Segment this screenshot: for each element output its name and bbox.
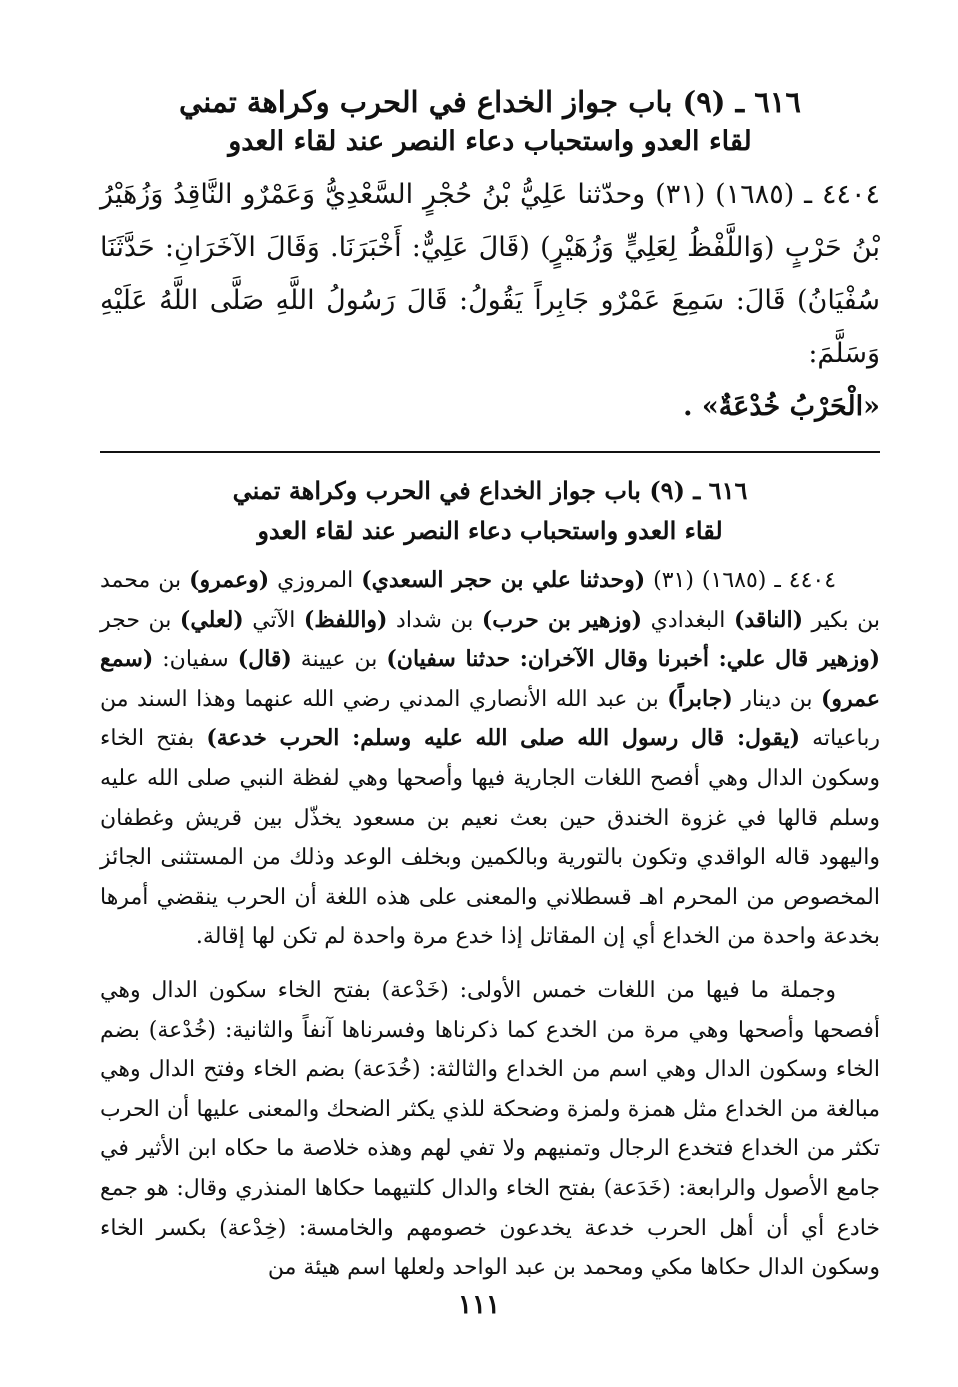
bold-matn: (وعمرو) bbox=[189, 567, 270, 593]
comment-text: بن محمد بن بكير bbox=[100, 568, 881, 633]
page-body bbox=[100, 82, 880, 1288]
bold-matn: (الناقد) bbox=[733, 606, 803, 633]
comment-text: سفيان: bbox=[153, 647, 238, 673]
comment-text: البغدادي bbox=[642, 607, 734, 633]
bold-matn: (قال) bbox=[237, 646, 292, 673]
bold-matn: (جابراً) bbox=[667, 685, 733, 712]
chapter-heading-line1: ٦١٦ ـ (٩) باب جواز الخداع في الحرب وكراهة تمني bbox=[179, 85, 801, 119]
commentary-section bbox=[100, 471, 880, 1288]
matn-section bbox=[100, 82, 880, 433]
comment-text: بن دينار bbox=[732, 686, 821, 712]
bold-matn: (وزهير بن حرب) bbox=[481, 606, 643, 633]
commentary-paragraph-1 bbox=[100, 561, 880, 957]
bold-matn: (وزهير قال علي: أخبرنا وقال الآخران: حدثنا سفيان) bbox=[386, 646, 880, 673]
chapter-heading-line2: لقاء العدو واستحباب دعاء النصر عند لقاء العدو bbox=[228, 126, 752, 157]
comment-text: بن شداد bbox=[387, 607, 482, 633]
comment-text: بن عيينة bbox=[291, 647, 387, 673]
comment-text: المروزي bbox=[269, 568, 362, 593]
commentary-heading-line1: ٦١٦ ـ (٩) باب جواز الخداع في الحرب وكراهة تمني bbox=[232, 476, 748, 505]
hadith-quote: «الْحَرْبُ خُدْعَةٌ» . bbox=[683, 391, 880, 422]
hadith-text-main: ٤٤٠٤ ـ (١٦٨٥) (٣١) وحدّثنا عَلِيُّ بْنُ حُجْرٍ السَّعْدِيُّ وَعَمْرٌو النَّاقِدُ وَزُهَيْرُ بْنُ حَرْبٍ (وَاللَّفْظُ لِعَلِيٍّ وَزُهَيْرٍ) (قَالَ عَلِيٌّ: أَخْبَرَنَا. وَقَالَ الآخَرَانِ: حَدَّثَنَا سُفْيَانُ) قَالَ: سَمِعَ عَمْرٌو جَابِراً يَقُولُ: قَالَ رَسُولُ اللَّهِ صَلَّى اللَّهُ عَلَيْهِ وَسَلَّمَ: bbox=[100, 179, 880, 369]
bold-matn: (سمع عمرو) bbox=[100, 646, 880, 712]
bold-matn: (يقول: قال رسول الله صلى الله عليه وسلم: الحرب خدعة) bbox=[206, 725, 801, 752]
page-number: ١١١ bbox=[458, 1290, 500, 1320]
commentary-heading-line2: لقاء العدو واستحباب دعاء النصر عند لقاء العدو bbox=[257, 516, 723, 545]
hadith-number: ٤٤٠٤ ـ (١٦٨٥) (٣١) bbox=[645, 568, 837, 593]
hadith-text bbox=[100, 168, 880, 433]
commentary-paragraph-2: وجملة ما فيها من اللغات خمس الأولى: (خَدْعة) بفتح الخاء سكون الدال وهي أفصحها وأصحها وهي مرة من الخدع كما ذكرناها وفسرناها آنفاً والثانية: (خُدْعة) بضم الخاء وسكون الدال وهي اسم من الخداع والثالثة: (خُدَعة) بضم الخاء وفتح الدال وهي مبالغة من الخداع مثل همزة ولمزة وضحكة للذي يكثر الضحك والمعنى عليها أن الحرب تكثر من الخداع فتخدع الرجال وتمنيهم ولا تفي لهم وهذه خلاصة ما حكاه ابن الأثير في جامع الأصول والرابعة: (خَدَعة) بفتح الخاء والدال كلتيهما حكاها المنذري وقال: هو جمع خادع أي أن أهل الحرب خدعة يخدعون خصومهم والخامسة: (خِدْعة) بكسر الخاء وسكون الدال حكاها مكي ومحمد بن عبد الواحد ولعلها اسم هيئة من bbox=[100, 977, 880, 1281]
bold-matn: (وحدثنا علي بن حجر السعدي) bbox=[361, 567, 646, 593]
comment-text: بن عبد الله الأنصاري المدني رضي الله عنهما وهذا السند من رباعياته bbox=[100, 686, 880, 752]
bold-matn: (واللفظ) bbox=[303, 606, 388, 633]
comment-text: بفتح الخاء وسكون الدال وهي أفصح اللغات الجارية فيها وأصحها وهي لفظة النبي صلى الله عليه وسلم قالها في غزوة الخندق حين بعث نعيم بن مسعود يخذّل بين قريش وغطفان واليهود قاله الواقدي وتكون بالتورية وبالكمين وبخلف الوعد وذلك من المستثنى الجائز المخصوص من المحرم اهـ قسطلاني والمعنى على هذه اللغة أن الحرب ينقضي أمرها بخدعة واحدة من الخداع أي إن المقاتل إذا خدع مرة واحدة لم تكن لها إقالة. bbox=[100, 726, 880, 950]
comment-text: بن حجر bbox=[100, 607, 180, 633]
comment-text: الآتي bbox=[243, 607, 304, 633]
bold-matn: (لعلي) bbox=[179, 606, 244, 633]
divider-line bbox=[100, 451, 880, 453]
